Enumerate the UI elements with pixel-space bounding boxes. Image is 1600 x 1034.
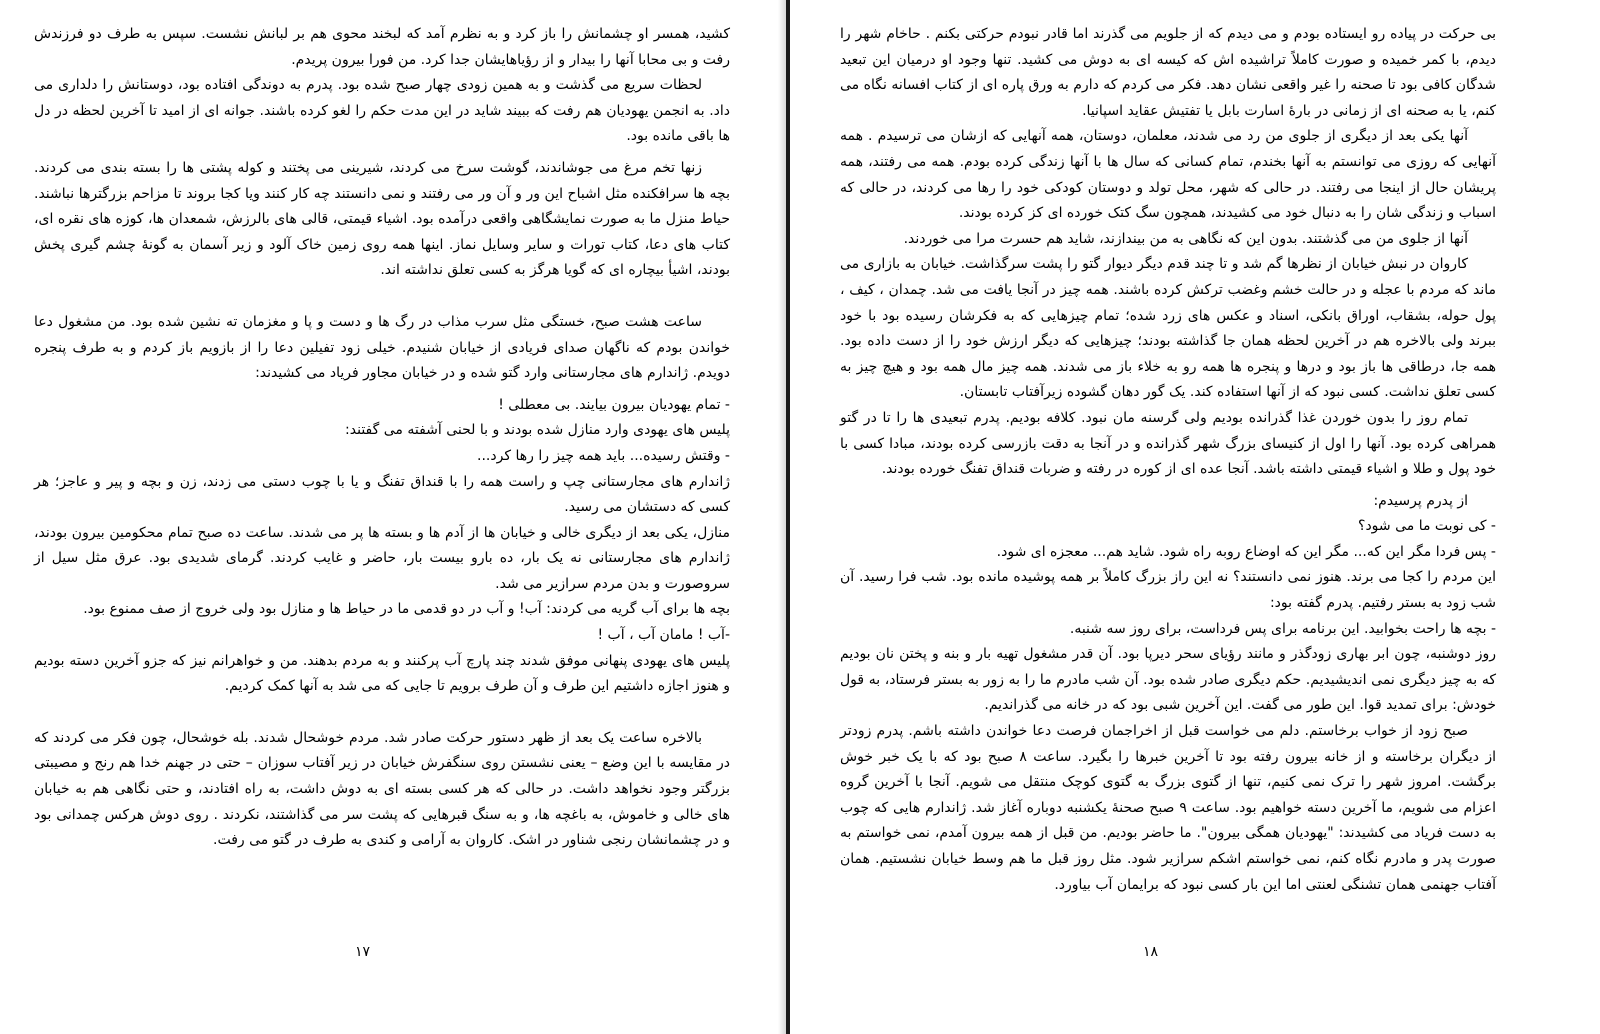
paragraph: کشید، همسر او چشمانش را باز کرد و به نظرم آمد که لبخند محوی هم بر لبانش نشست. سپس به طرف دو فرزندش رفت و بی محابا آنها را بیدار و از رؤیاهایشان جدا کرد. من فورا بیرون پریدم. [34, 26, 730, 68]
paragraph: ژاندارم های مجارستانی چپ و راست همه را با قنداق تفنگ و یا با چوب دستی می زدند، زن و بچه و پیر و عاجز؛ هر کسی که دستشان می رسید. [34, 473, 730, 516]
page-number: ۱۸ [1143, 944, 1159, 960]
paragraph: پلیس های یهودی پنهانی موفق شدند چند پارچ آب پرکنند و به مردم بدهند. من و خواهرانم نیز که جزو آخرین دسته بودیم و هنوز اجازه داشتیم این طرف و آن طرف برویم تا جایی که می شد به آنها کمک کردیم. [34, 652, 730, 695]
paragraph: این مردم را کجا می برند. هنوز نمی دانستند؟ نه این راز بزرگ کاملاً بر همه پوشیده مانده بود. شب فرا رسید. آن شب زود به بستر رفتیم. پدرم گفته بود: [840, 569, 1496, 612]
paragraph: روز دوشنبه، چون ابر بهاری زودگذر و مانند رؤیای سحر دیرپا بود. آن قدر مشغول تهیه بار و بنه و پختن نان بودیم که به چیز دیگری نمی اندیشیدیم. حکم دیگری صادر شده بود. آن شب مادرم ما را به زور به بستر فرستاد، به قول خودش: برای تمدید قوا. این طور می گفت. این آخرین شبی بود که در خانه می گذراندیم. [840, 646, 1496, 714]
dialogue-line: - بچه ها راحت بخوابید. این برنامه برای پس فرداست، برای روز سه شنبه. [1069, 620, 1496, 637]
left-page [0, 0, 778, 1034]
page-number: ۱۷ [355, 944, 371, 960]
paragraph: کاروان در نبش خیابان از نظرها گم شد و تا چند قدم دیگر دیوار گتو را پشت سرگذاشت. خیابان به بازاری می ماند که مردم با عجله و در حالت خشم وغضب ترکش کرده باشند. همه چیز در آنجا یافت می شد. چمدان ، کیف ، پول حوله، بشقاب، اوراق بانکی، اسناد و عکس های زرد شده؛ تمام چیزهایی که به فکرشان رسیده بود با خود ببرند ولی بالاخره هم در آخرین لحظه همان جا گذاشته بودند؛ چیزهایی که دیگر ارزش خود را از دست داده بود. همه جا، درطاقی ها باز بود و درها و پنجره ها همه رو به خلاء باز می شدند. همه چیز مال همه بود و هیچ چیز به کسی تعلق نداشت. کسی نبود که از آنها استفاده کند. یک گور دهان گشوده زیرآفتاب تابستان. [840, 256, 1496, 401]
paragraph: منازل، یکی بعد از دیگری خالی و خیابان ها از آدم ها و بسته ها پر می شدند. ساعت ده صبح تمام محکومین بیرون بودند، ژاندارم های مجارستانی نه یک بار، ده بارو بیست بار، حاضر و غایب کردند. گرمای شدیدی بود. عرق مثل سیل از سروصورت و بدن مردم سرازیر می شد. [34, 524, 730, 592]
paragraph: بی حرکت در پیاده رو ایستاده بودم و می دیدم که از جلویم می گذرند اما قادر نبودم حرکتی بکنم . حاخام شهر را دیدم، با کمر خمیده و صورت کاملاً تراشیده اش که کیسه ای به دوش می کشید. تنها وجود او درمیان این تبعید شدگان کافی بود تا صحنه را غیر واقعی نشان دهد. فکر می کردم که دارم به ورق پاره ای از کتاب افسانه نگاه می کنم، یا به صحنه ای از زمانی در بارهٔ اسارت بابل یا تفتیش عقاید اسپانیا. [840, 26, 1496, 119]
right-page [803, 0, 1600, 1034]
paragraph: بالاخره ساعت یک بعد از ظهر دستور حرکت صادر شد. مردم خوشحال شدند. بله خوشحال، چون فکر می کردند که در مقایسه با این وضع – یعنی نشستن روی سنگفرش خیابان در زیر آفتاب سوزان – حتی در جهنم خدا هم رنج و مصیبتی بزرگتر وجود نخواهد داشت. در حالی که هر کسی بسته ای به دوش داشت، به راه افتادند، و حتی نگاهی هم به خیابان های خالی و خاموش، به باغچه ها، و به سنگ قبرهایی که پشت سر می گذاشتند، نکردند . روی دوش هرکس چمدانی بود و در چشمانشان رنجی شناور در اشک. کاروان به آرامی و کندی به طرف در گتو می رفت. [34, 729, 730, 849]
paragraph: زنها تخم مرغ می جوشاندند، گوشت سرخ می کردند، شیرینی می پختند و کوله پشتی ها را بسته بندی می کردند. بچه ها سرافکنده مثل اشباح این ور و آن ور می رفتند و نمی دانستند چه کار کنند ویا کجا بروند تا مزاحم بزرگترها نباشند. حیاط منزل ما به صورت نمایشگاهی واقعی درآمده بود. اشیاء قیمتی، قالی های بالرزش، شمعدان ها، کوزه های نقره ای، کتاب های دعا، کتاب تورات و سایر وسایل نماز. اینها همه روی زمین خاک آلود و زیر آسمان به گونهٔ چشم گیری پخش بودند، اشیأ بیچاره ای که گویا هرگز به کسی تعلق نداشته اند. [34, 159, 730, 279]
dialogue-line: - پس فردا مگر این که... مگر این که اوضاع روبه راه شود. شاید هم... معجزه ای شود. [996, 543, 1496, 560]
dialogue-line: - کی نوبت ما می شود؟ [1358, 518, 1496, 535]
dialogue-line: - وقتش رسیده... باید همه چیز را رها کرد... [477, 447, 730, 464]
paragraph: لحظات سریع می گذشت و به همین زودی چهار صبح شده بود. پدرم به دوندگی افتاده بود، دوستانش را دلداری می داد. به انجمن یهودیان هم رفت که ببیند شاید در این مدت حکم را لغو کرده باشند. جوانه ای از امید تا آخرین لحظه در دل ها باقی مانده بود. [34, 77, 730, 145]
book-gutter [786, 0, 790, 1034]
paragraph: تمام روز را بدون خوردن غذا گذرانده بودیم ولی گرسنه مان نبود. کلافه بودیم. پدرم تبعیدی ها را تا در گتو همراهی کرده بود. آنها را اول از کنیسای بزرگ شهر گذرانده و در آنجا به دقت بازرسی کرده بودند، مبادا کسی با خود پول و طلا و اشیاء قیمتی داشته باشد. آنجا عده ای از کوره در رفته و ضربات قنداق تفنگ خورده بودند. [840, 409, 1496, 478]
dialogue-line: -آب ! مامان آب ، آب ! [597, 627, 730, 644]
paragraph: از پدرم پرسیدم: [1373, 492, 1468, 509]
paragraph: آنها از جلوی من می گذشتند. بدون این که نگاهی به من بیندازند، شاید هم حسرت مرا می خوردند. [903, 230, 1468, 247]
paragraph: آنها یکی بعد از دیگری از جلوی من رد می شدند، معلمان، دوستان، همه آنهایی که ازشان می ترسیدم . همه آنهایی که روزی می توانستم به آنها بخندم، تمام کسانی که سال ها با آنها زندگی کرده بودم. همه می رفتند، همه پریشان حال از اینجا می رفتند. در حالی که شهر، محل تولد و دوستان کودکی خود را رها می کردند، در حالی که اسباب و زندگی شان را به دنبال خود می کشیدند، همچون سگ کتک خورده ای کز کرده بودند. [840, 128, 1496, 222]
paragraph: ساعت هشت صبح، خستگی مثل سرب مذاب در رگ ها و دست و پا و مغزمان ته نشین شده بود. من مشغول دعا خواندن بودم که ناگهان صدای فریادی از خیابان شنیدم. خیلی زود تفیلین دعا را از بازویم باز کردم و به طرف پنجره دویدم. ژاندارم های مجارستانی وارد گتو شده و در خیابان مجاور فریاد می کشیدند: [34, 313, 730, 382]
paragraph: پلیس های یهودی وارد منازل شده بودند و با لحنی آشفته می گفتند: [345, 422, 730, 439]
paragraph: صبح زود از خواب برخاستم. دلم می خواست قبل از اخراجمان فرصت دعا خواندن داشته باشم. پدرم زودتر از دیگران برخاسته و از خانه بیرون رفته بود تا آخرین خبرها را بگیرد. ساعت ۸ صبح بود که با یک خبر خوش برگشت. امروز شهر را ترک نمی کنیم، تنها از گتوی بزرگ به گتوی کوچک منتقل می شویم. آنجا با آخرین گروه اعزام می شویم، ما آخرین دسته خواهیم بود. ساعت ۹ صبح صحنهٔ یکشنبه دوباره آغاز شد. ژاندارم هایی که چوب به دست فریاد می کشیدند: "یهودیان همگی بیرون". ما حاضر بودیم. من قبل از همه بیرون آمدم، نمی خواستم به صورت پدر و مادرم نگاه کنم، نمی خواستم اشکم سرازیر شود. مثل روز قبل ما هم وسط خیابان نشستیم. همان آفتاب جهنمی همان تشنگی لعنتی اما این بار کسی نبود که برایمان آب بیاورد. [840, 723, 1496, 893]
page-fold-shadow [778, 0, 786, 1034]
paragraph: بچه ها برای آب گریه می کردند: آب! و آب در دو قدمی ما در حیاط ها و منازل بود ولی خروج از صف ممنوع بود. [83, 601, 730, 618]
dialogue-line: - تمام یهودیان بیرون بیایند. بی معطلی ! [498, 396, 730, 413]
